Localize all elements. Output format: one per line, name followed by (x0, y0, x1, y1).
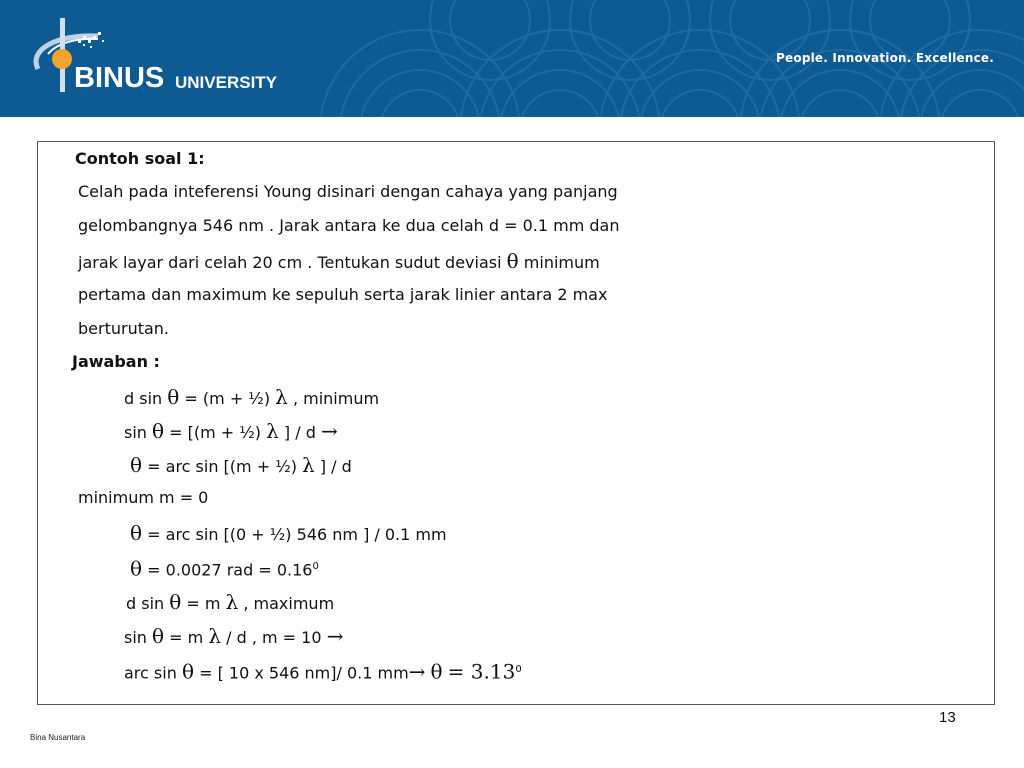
theta-symbol: θ (152, 419, 165, 443)
theta-symbol: θ (430, 659, 443, 684)
arrow-icon: → (408, 659, 426, 684)
slide-title: Contoh soal 1: (75, 149, 205, 168)
eq1-a: d sin (124, 389, 163, 408)
problem-line-2: gelombangnya 546 nm . Jarak antara ke dua celah d = 0.1 mm dan (78, 216, 620, 235)
problem-line-3 (78, 251, 600, 273)
lambda-symbol: λ (275, 385, 288, 409)
lambda-symbol: λ (225, 590, 239, 614)
problem-line-4: pertama dan maximum ke sepuluh serta jarak linier antara 2 max (78, 285, 608, 304)
theta-symbol: θ (181, 659, 194, 684)
equation-8 (124, 626, 343, 648)
theta-symbol: θ (130, 453, 143, 477)
minimum-condition: minimum m = 0 (78, 488, 209, 507)
eq8-c: / d , m = 10 (226, 628, 322, 647)
result-value: = 3.13 (447, 659, 516, 684)
equation-6 (130, 557, 319, 580)
equation-3 (130, 455, 352, 477)
lambda-symbol: λ (302, 453, 315, 477)
equation-5 (130, 523, 447, 545)
theta-symbol: θ (506, 249, 519, 273)
lambda-symbol: λ (208, 624, 222, 648)
theta-symbol: θ (152, 624, 165, 648)
lambda-symbol: λ (266, 419, 279, 443)
arrow-icon: → (320, 419, 338, 443)
equation-2 (124, 421, 338, 443)
eq1-b: = (m + ½) (184, 389, 271, 408)
tagline: People. Innovation. Excellence. (776, 51, 994, 65)
eq8-b: = m (169, 628, 204, 647)
equation-1 (124, 387, 379, 409)
problem-line-3-text: jarak layar dari celah 20 cm . Tentukan sudut deviasi (78, 253, 502, 272)
eq7-a: d sin (126, 594, 165, 613)
theta-symbol: θ (167, 385, 180, 409)
eq3-b: = arc sin [(m + ½) (147, 457, 297, 476)
problem-line-3-end: minimum (523, 253, 600, 272)
brand-name: BINUS (74, 62, 165, 94)
theta-symbol: θ (130, 521, 143, 545)
degree-sup: 0 (515, 664, 522, 675)
arrow-icon: → (326, 624, 344, 648)
header-banner (0, 0, 1024, 117)
degree-sup: 0 (312, 561, 319, 572)
equation-7 (126, 592, 334, 614)
eq5-b: = arc sin [(0 + ½) 546 nm ] / 0.1 mm (147, 525, 447, 544)
eq8-a: sin (124, 628, 147, 647)
eq2-c: ] / d (283, 423, 316, 442)
theta-symbol: θ (130, 556, 143, 581)
equation-9 (124, 660, 522, 683)
eq2-a: sin (124, 423, 147, 442)
eq7-b: = m (186, 594, 221, 613)
brand-subtitle: UNIVERSITY (175, 73, 278, 92)
content-box (37, 141, 995, 705)
eq2-b: = [(m + ½) (169, 423, 262, 442)
eq6-b: = 0.0027 rad = 0.16 (147, 560, 313, 580)
footer-text: Bina Nusantara (30, 733, 86, 742)
problem-line-5: berturutan. (78, 319, 170, 338)
eq7-c: , maximum (243, 594, 335, 613)
eq1-c: , minimum (292, 389, 380, 408)
theta-symbol: θ (169, 590, 182, 614)
eq9-b: = [ 10 x 546 nm]/ 0.1 mm (199, 663, 409, 683)
answer-label: Jawaban : (72, 352, 160, 371)
eq9-a: arc sin (124, 663, 177, 683)
page-number: 13 (939, 709, 956, 726)
eq3-c: ] / d (319, 457, 352, 476)
problem-line-1: Celah pada inteferensi Young disinari dengan cahaya yang panjang (78, 182, 618, 201)
